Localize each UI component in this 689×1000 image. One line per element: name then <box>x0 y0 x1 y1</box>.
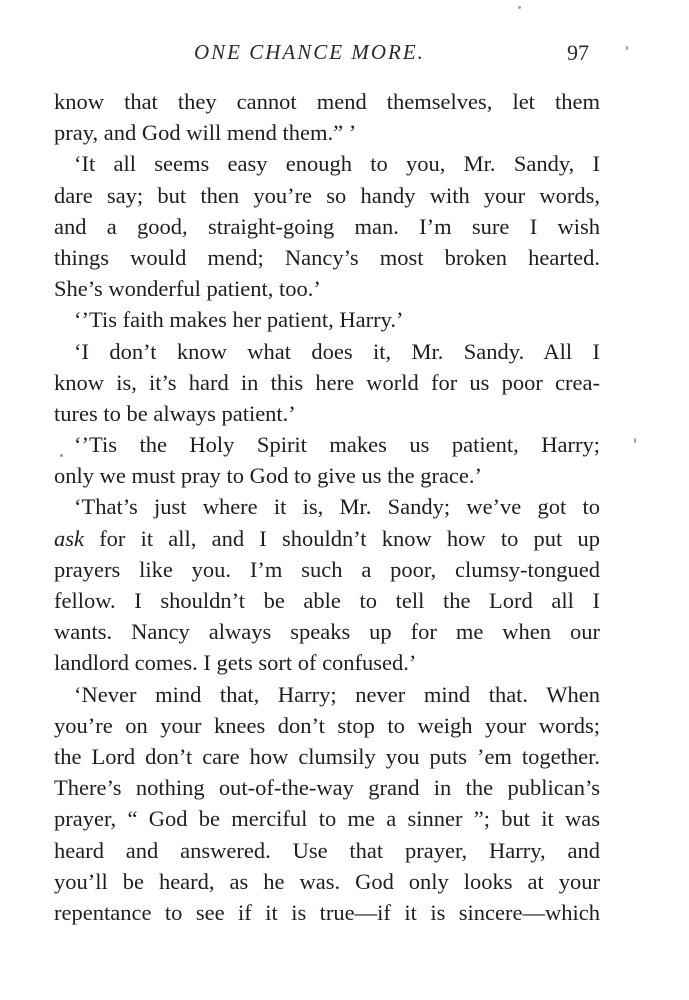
paragraph-first-line: ‘That’s just where it is, Mr. Sandy; we’ve got to <box>74 494 600 520</box>
text-line-rest: for it all, and I shouldn’t know how to put up <box>99 525 600 551</box>
text-line: There’s nothing out-of-the-way grand in the publican’s <box>54 775 600 801</box>
text-line: tures to be always patient.’ <box>54 400 296 426</box>
emphasized-word: ask <box>54 525 84 551</box>
text-line: wants. Nancy always speaks up for me when our <box>54 619 600 645</box>
text-line: heard and answered. Use that prayer, Harry, and <box>54 837 600 863</box>
text-line: you’re on your knees don’t stop to weigh your words; <box>54 712 600 738</box>
text-line-with-emphasis <box>54 523 600 554</box>
paragraph-first-line: ‘It all seems easy enough to you, Mr. Sandy, I <box>74 151 600 177</box>
text-line: only we must pray to God to give us the grace.’ <box>54 463 483 489</box>
running-head <box>0 36 689 70</box>
text-line: She’s wonderful patient, too.’ <box>54 276 321 302</box>
paragraph-first-line: ‘I don’t know what does it, Mr. Sandy. All I <box>74 338 600 364</box>
paragraph-first-line: ‘Never mind that, Harry; never mind that. When <box>74 681 600 707</box>
print-speck <box>60 454 63 457</box>
body-text <box>54 86 600 928</box>
text-line: know is, it’s hard in this here world for us poor crea- <box>54 369 600 395</box>
text-line: the Lord don’t care how clumsily you puts ’em together. <box>54 743 600 769</box>
text-line: prayer, “ God be merciful to me a sinner ”; but it was <box>54 806 600 832</box>
page-number: 97 <box>567 40 589 65</box>
text-line: landlord comes. I gets sort of confused.’ <box>54 650 417 676</box>
text-line: prayers like you. I’m such a poor, clumsy-tongued <box>54 556 600 582</box>
paragraph-first-line: ‘’Tis faith makes her patient, Harry.’ <box>74 307 404 333</box>
text-line: things would mend; Nancy’s most broken hearted. <box>54 244 600 270</box>
paragraph-first-line: ‘’Tis the Holy Spirit makes us patient, Harry; <box>74 432 600 458</box>
print-speck <box>518 6 521 9</box>
text-line: know that they cannot mend themselves, let them <box>54 89 600 114</box>
text-line: pray, and God will mend them.” ’ <box>54 120 357 146</box>
text-line: dare say; but then you’re so handy with your words, <box>54 182 600 208</box>
running-title: ONE CHANCE MORE. <box>194 40 425 64</box>
text-line: repentance to see if it is true—if it is sincere—which <box>54 899 600 925</box>
text-line: fellow. I shouldn’t be able to tell the Lord all I <box>54 588 600 613</box>
print-speck <box>626 46 628 50</box>
text-line: you’ll be heard, as he was. God only looks at your <box>54 868 600 894</box>
print-speck <box>634 438 636 443</box>
text-line: and a good, straight-going man. I’m sure I wish <box>54 213 600 239</box>
